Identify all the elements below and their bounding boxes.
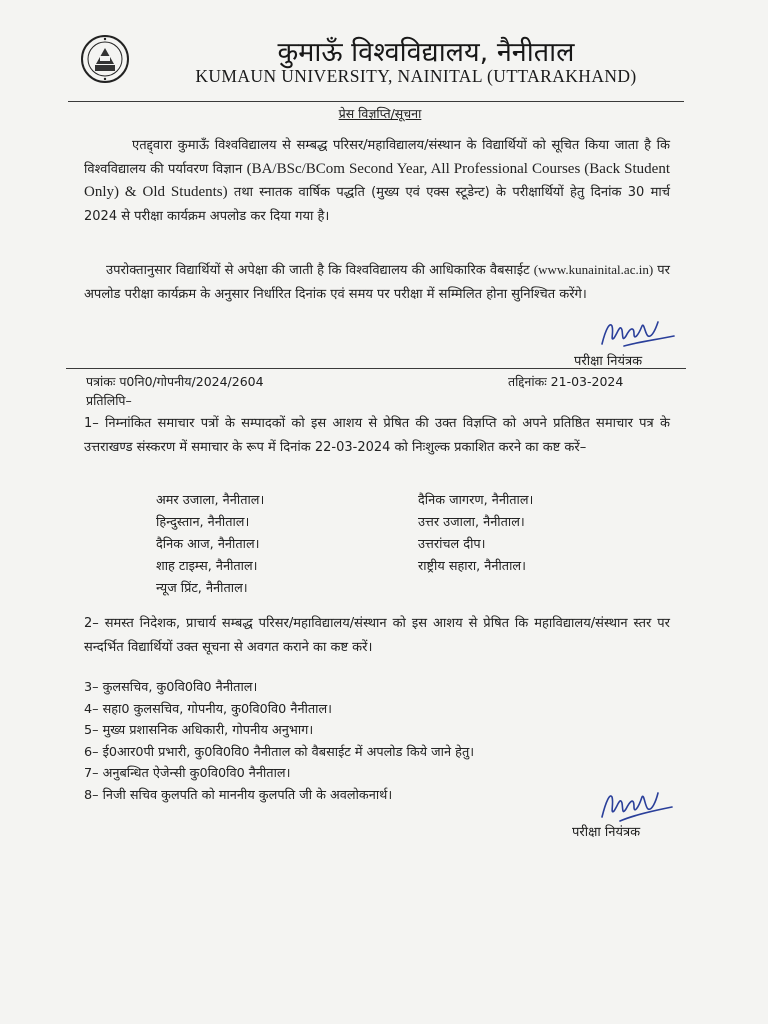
university-name-english: KUMAUN UNIVERSITY, NAINITAL (UTTARAKHAND) [195,66,637,86]
list-item: 3– कुलसचिव, कु0वि0वि0 नैनीताल। [84,680,258,695]
newspaper-column-right [418,490,533,578]
section-divider [66,368,686,369]
distribution-item-1: 1– निम्नांकित समाचार पत्रों के सम्पादकों को इस आशय से प्रेषित की उक्त विज्ञप्ति को अपने प्रतिष्ठित समाचार पत्र के उत्तराखण्ड संस्करण में समाचार के रूप में दिनांक 22-03-2024 को निःशुल्क प्रकाशित करने का कष्ट करें– [84,416,670,455]
list-item: शाह टाइम्स, नैनीताल। [156,559,258,574]
list-item: हिन्दुस्तान, नैनीताल। [156,515,250,530]
press-release-heading: प्रेस विज्ञप्ति/सूचना [338,106,422,121]
list-item: न्यूज प्रिंट, नैनीताल। [156,581,248,596]
list-item: राष्ट्रीय सहारा, नैनीताल। [418,559,526,574]
signature-icon [598,785,674,827]
list-item: अमर उजाला, नैनीताल। [156,493,265,508]
notice-paragraph-1: एतद्द्वारा कुमाऊँ विश्वविद्यालय से सम्बद्ध परिसर/महाविद्यालय/संस्थान के विद्यार्थियों को सूचित किया जाता है कि विश्वविद्यालय की पर्यावरण विज्ञान (BA/BSc/BCom Second Year, All Professional Courses (Back Student Only) & Old Students) तथा स्नातक वार्षिक पद्धति (मुख्य एवं एक्स स्टूडेन्ट) के परीक्षार्थियों हेतु दिनांक 30 मार्च 2024 से परीक्षा कार्यक्रम अपलोड कर दिया गया है। [84,138,670,224]
distribution-item-2: 2– समस्त निदेशक, प्राचार्य सम्बद्ध परिसर/महाविद्यालय/संस्थान को इस आशय से प्रेषित कि महाविद्यालय/संस्थान स्तर पर सन्दर्भित विद्यार्थियों उक्त सूचना से अवगत कराने का कष्ट करें। [84,616,670,655]
list-item: दैनिक आज, नैनीताल। [156,537,260,552]
copy-recipient-list [84,677,684,806]
list-item: दैनिक जागरण, नैनीताल। [418,493,534,508]
letter-date: तद्दिनांकः 21-03-2024 [508,374,624,389]
list-item: 5– मुख्य प्रशासनिक अधिकारी, गोपनीय अनुभाग। [84,723,314,738]
copy-to-label: प्रतिलिपि– [86,393,132,408]
header-divider [68,101,684,102]
list-item: 8– निजी सचिव कुलपति को माननीय कुलपति जी के अवलोकनार्थ। [84,787,393,803]
university-name-hindi: कुमाऊँ विश्वविद्यालय, नैनीताल [277,37,575,68]
footer-signatory-title: परीक्षा नियंत्रक [572,825,641,840]
website-link[interactable]: (www.kunainital.ac.in) [533,262,654,277]
university-seal-icon [80,34,130,84]
notice-paragraph-2: उपरोक्तानुसार विद्यार्थियों से अपेक्षा की जाती है कि विश्वविद्यालय की आधिकारिक वैबसाईट (www.kunainital.ac.in) पर अपलोड परीक्षा कार्यक्रम के अनुसार निर्धारित दिनांक एवं समय पर परीक्षा में सम्मिलित होना सुनिश्चित करेंगे। [84,262,670,302]
signature-icon [598,314,676,354]
signatory-title: परीक्षा नियंत्रक [574,354,643,369]
list-item: 4– सहा0 कुलसचिव, गोपनीय, कु0वि0वि0 नैनीताल। [84,701,333,717]
list-item: उत्तरांचल दीप। [418,537,486,552]
newspaper-column-left [156,490,264,600]
list-item: उत्तर उजाला, नैनीताल। [418,515,525,530]
letter-number: पत्रांकः प0नि0/गोपनीय/2024/2604 [86,374,264,389]
list-item: 7– अनुबन्धित ऐजेन्सी कु0वि0वि0 नैनीताल। [84,766,291,781]
list-item: 6– ई0आर0पी प्रभारी, कु0वि0वि0 नैनीताल को वैबसाईट में अपलोड किये जाने हेतु। [84,744,475,760]
